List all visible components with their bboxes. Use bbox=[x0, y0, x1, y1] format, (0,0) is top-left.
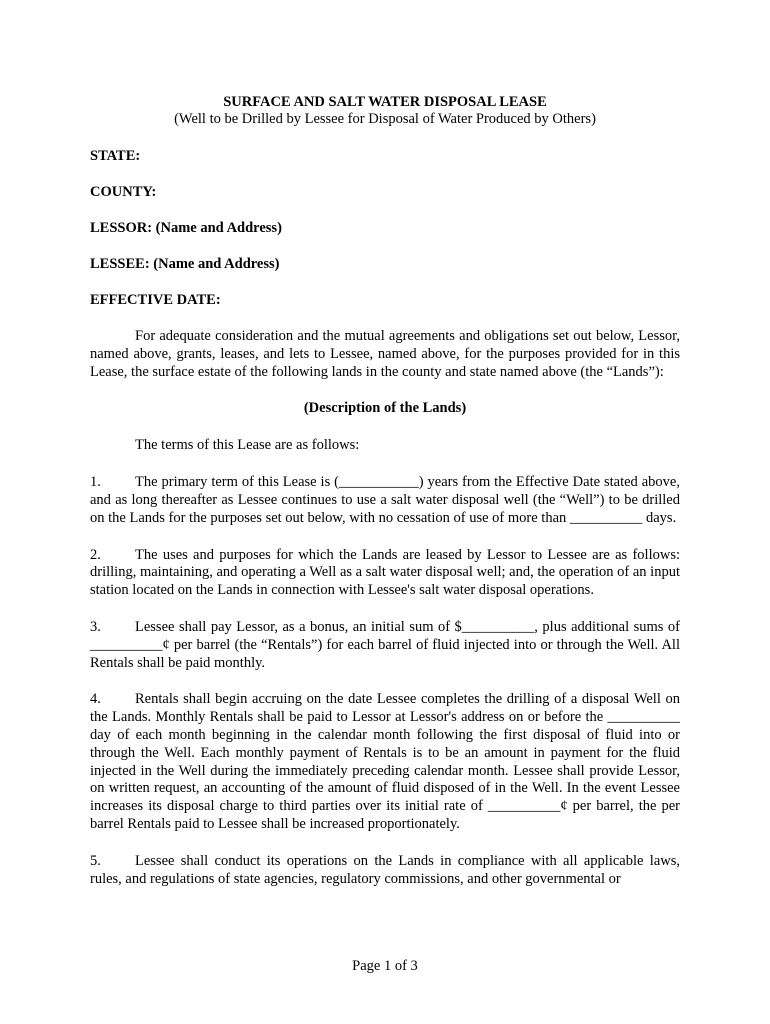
field-effective-date: EFFECTIVE DATE: bbox=[90, 292, 221, 308]
intro-paragraph: For adequate consideration and the mutual agreements and obligations set out below, Lessor, named above, grants, leases, and lets to Lessee, named above, for the purposes provided for in this Lease, the surface estate of the following lands in the county and state named above (the “Lands”): bbox=[90, 328, 680, 380]
document-subtitle: (Well to be Drilled by Lessee for Disposal of Water Produced by Others) bbox=[174, 111, 596, 127]
page-footer: Page 1 of 3 bbox=[352, 958, 418, 974]
document-title: SURFACE AND SALT WATER DISPOSAL LEASE bbox=[223, 94, 547, 110]
field-lessee: LESSEE: (Name and Address) bbox=[90, 256, 280, 272]
clause-number: 1. bbox=[90, 474, 101, 491]
clause-text: Lessee shall conduct its operations on the Lands in compliance with all applicable laws, rules, and regulations of state agencies, regulatory commissions, and other governmental or bbox=[90, 852, 680, 887]
clause-number: 4. bbox=[90, 691, 101, 708]
terms-intro: The terms of this Lease are as follows: bbox=[135, 437, 360, 454]
field-state: STATE: bbox=[90, 148, 141, 164]
clause-text: Rentals shall begin accruing on the date Lessee completes the drilling of a disposal Well on the Lands. Monthly Rentals shall be paid to Lessor at Lessor's address on or before the __________ day of each month beginning in the calendar month following the first disposal of fluid into or through the Well. Each monthly payment of Rentals is to be an amount in payment for the fluid injected in the Well during the immediately preceding calendar month. Lessee shall provide Lessor, on written request, an accounting of the amount of fluid disposed of in the Well. In the event Lessee increases its disposal charge to third parties over its initial rate of __________¢ per barrel, the per barrel Rentals paid to Lessee shall be increased proportionately. bbox=[90, 691, 680, 832]
clause-5 bbox=[90, 853, 680, 889]
field-lessor: LESSOR: (Name and Address) bbox=[90, 220, 282, 236]
clause-number: 3. bbox=[90, 618, 101, 635]
clause-number: 2. bbox=[90, 546, 101, 563]
field-county: COUNTY: bbox=[90, 184, 157, 200]
clause-3 bbox=[90, 619, 680, 672]
description-heading: (Description of the Lands) bbox=[303, 400, 467, 417]
clause-number: 5. bbox=[90, 852, 101, 869]
clause-4 bbox=[90, 691, 680, 833]
clause-text: The primary term of this Lease is (___________) years from the Effective Date stated above, and as long thereafter as Lessee continues to use a salt water disposal well (the “Well”) to be drilled on the Lands for the purposes set out below, with no cessation of use of more than __________ days. bbox=[90, 474, 680, 526]
clause-1 bbox=[90, 474, 680, 527]
clause-2 bbox=[90, 547, 680, 600]
clause-text: The uses and purposes for which the Lands are leased by Lessor to Lessee are as follows: drilling, maintaining, and operating a Well as a salt water disposal well; and, the operation of an input station located on the Lands in connection with Lessee's salt water disposal operations. bbox=[90, 546, 680, 599]
clause-text: Lessee shall pay Lessor, as a bonus, an initial sum of $__________, plus additional sums of __________¢ per barrel (the “Rentals”) for each barrel of fluid injected into or through the Well. All Rentals shall be paid monthly. bbox=[90, 618, 680, 671]
document-page bbox=[90, 94, 680, 907]
